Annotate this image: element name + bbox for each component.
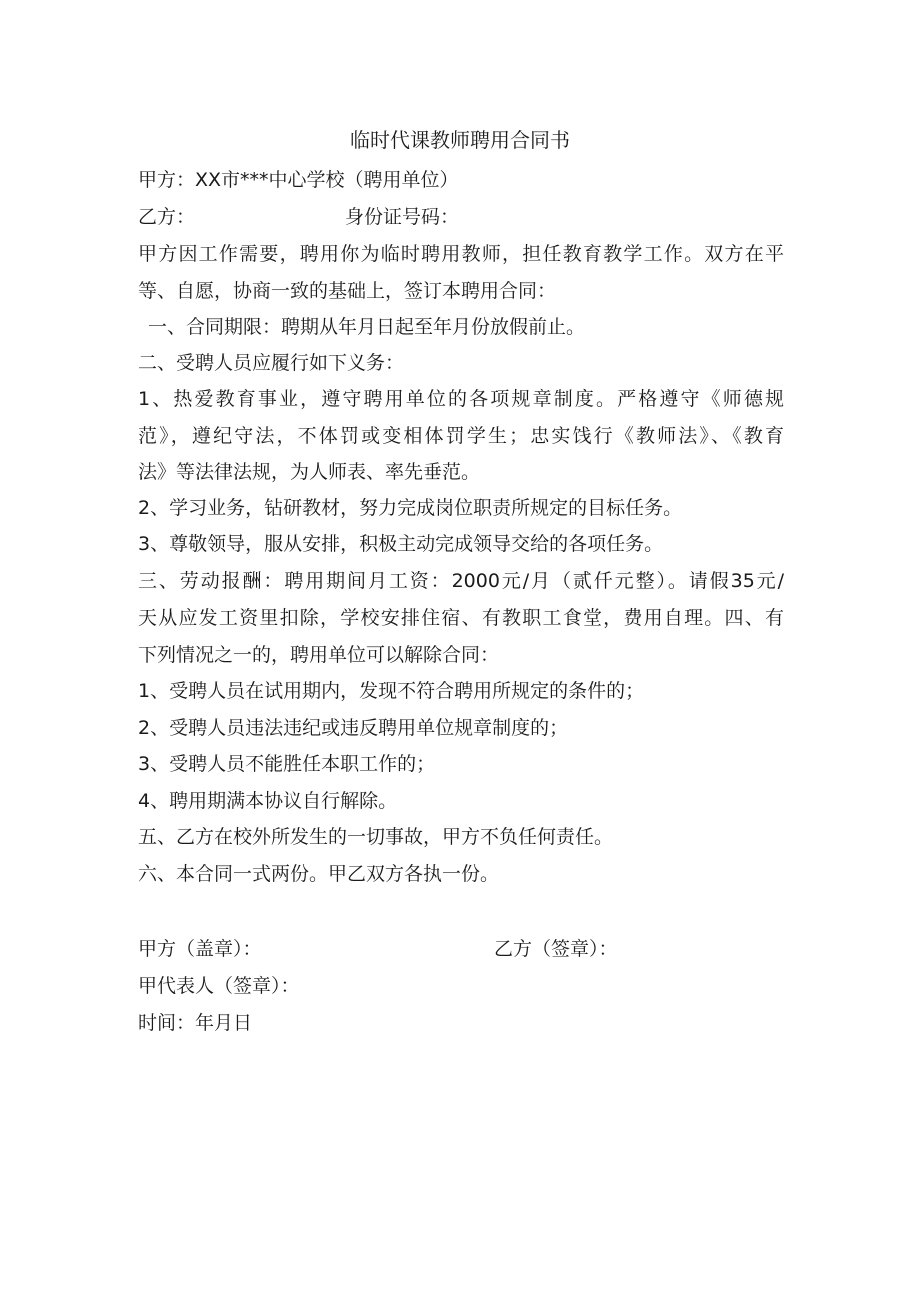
duty-1-line-1: 1、热爱教育事业，遵守聘用单位的各项规章制度。严格遵守《师德规 bbox=[138, 388, 784, 410]
party-a-line: 甲方：XX市***中心学校（聘用单位） bbox=[138, 169, 459, 191]
clause-4-line: 下列情况之一的，聘用单位可以解除合同： bbox=[138, 644, 500, 666]
clause-3-line-1: 三、劳动报酬：聘用期间月工资：2000元/月（贰仟元整）。请假35元/ bbox=[138, 570, 784, 592]
duty-1-line-3: 法》等法律法规，为人师表、率先垂范。 bbox=[138, 461, 481, 483]
intro-line-1: 甲方因工作需要，聘用你为临时聘用教师，担任教育教学工作。双方在平 bbox=[138, 243, 784, 265]
intro-line-2: 等、自愿，协商一致的基础上，签订本聘用合同： bbox=[138, 280, 557, 302]
duty-3: 3、尊敬领导，服从安排，积极主动完成领导交给的各项任务。 bbox=[138, 533, 664, 555]
duty-1-line-2: 范》，遵纪守法，不体罚或变相体罚学生；忠实饯行《教师法》、《教育 bbox=[138, 425, 784, 447]
clause-3-line-2: 天从应发工资里扣除，学校安排住宿、有教职工食堂，费用自理。四、有 bbox=[138, 607, 784, 629]
term-4: 4、聘用期满本协议自行解除。 bbox=[138, 790, 398, 812]
term-2: 2、受聘人员违法违纪或违反聘用单位规章制度的； bbox=[138, 717, 569, 739]
party-b-line bbox=[138, 203, 788, 231]
clause-6: 六、本合同一式两份。甲乙双方各执一份。 bbox=[138, 863, 500, 885]
duty-2: 2、学习业务，钻研教材，努力完成岗位职责所规定的目标任务。 bbox=[138, 497, 683, 519]
clause-2: 二、受聘人员应履行如下义务： bbox=[138, 352, 405, 374]
id-number-label: 身份证号码： bbox=[345, 206, 460, 228]
party-b-label: 乙方： bbox=[138, 206, 196, 228]
clause-5: 五、乙方在校外所发生的一切事故，甲方不负任何责任。 bbox=[138, 826, 614, 848]
signature-party-b: 乙方（签章）： bbox=[494, 938, 618, 960]
clause-1: 一、合同期限：聘期从年月日起至年月份放假前止。 bbox=[148, 316, 586, 338]
signature-party-a: 甲方（盖章）： bbox=[138, 938, 262, 960]
term-3: 3、受聘人员不能胜任本职工作的； bbox=[138, 753, 436, 775]
document-title: 临时代课教师聘用合同书 bbox=[350, 128, 570, 152]
signature-representative: 甲代表人（签章）： bbox=[138, 975, 300, 997]
term-1: 1、受聘人员在试用期内，发现不符合聘用所规定的条件的； bbox=[138, 680, 645, 702]
signature-date: 时间：年月日 bbox=[138, 1012, 253, 1034]
